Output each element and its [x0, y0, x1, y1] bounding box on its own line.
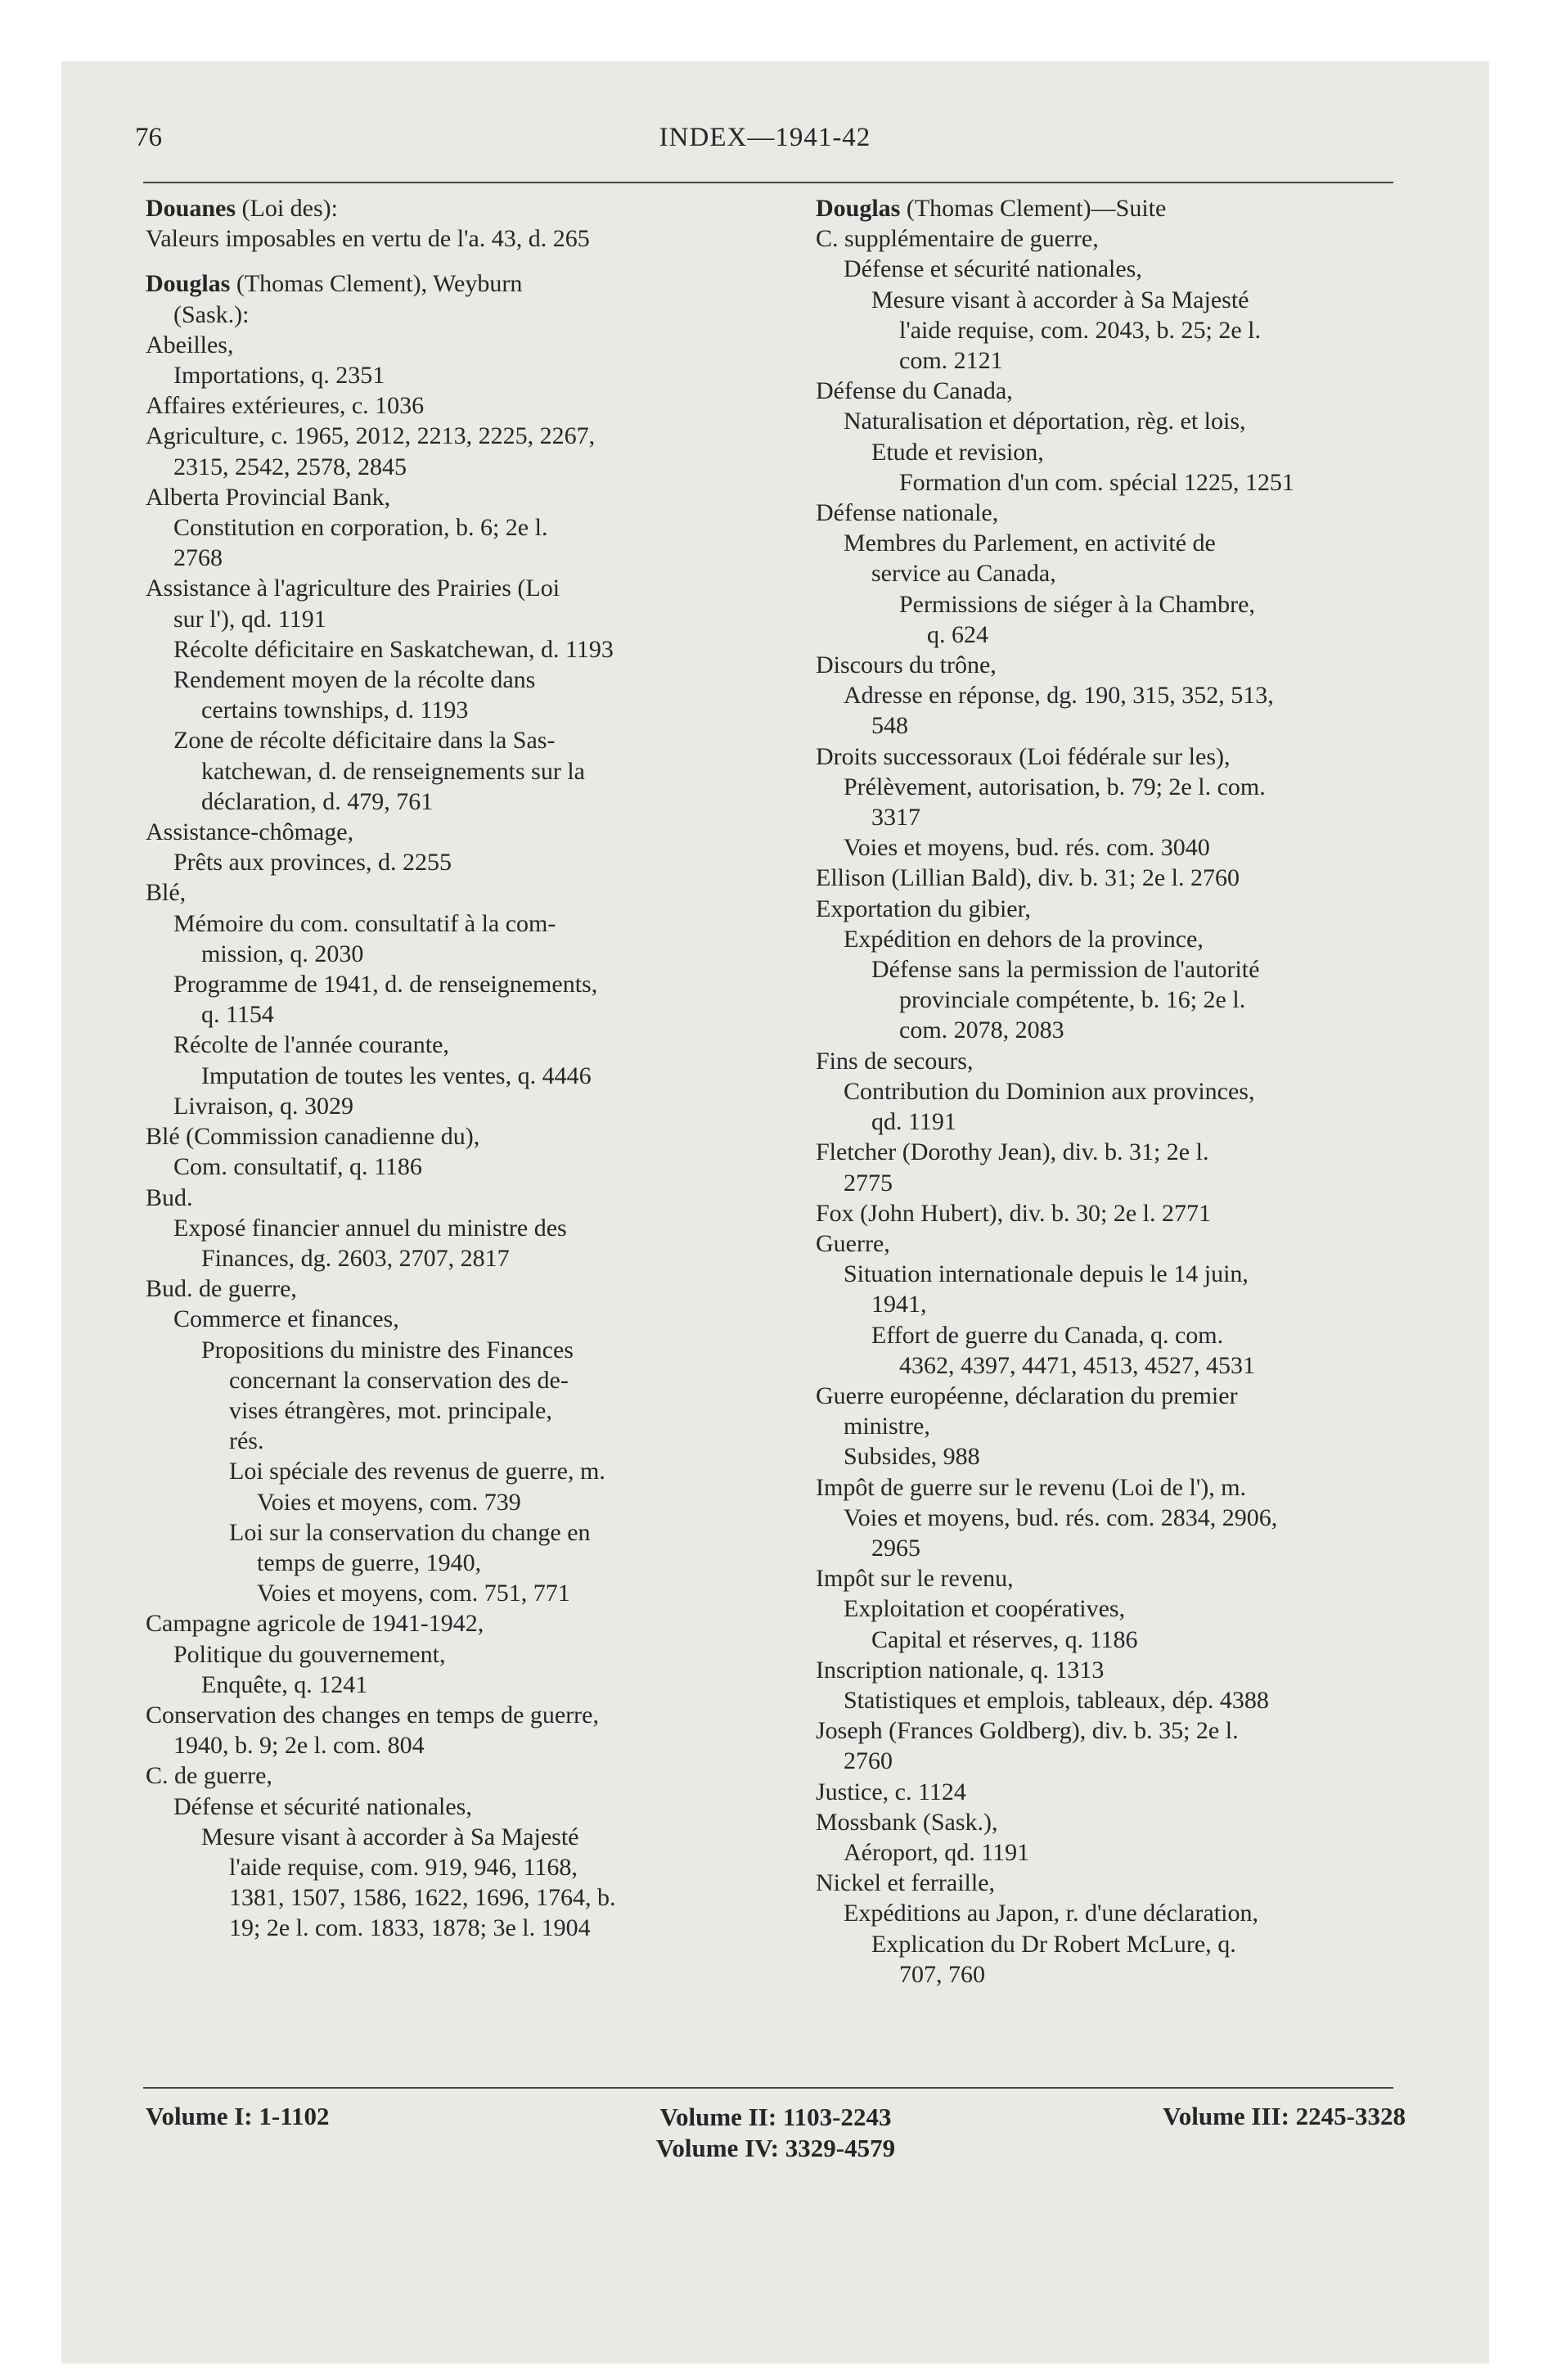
index-entry [816, 1503, 1405, 1533]
index-entry-text: Nickel et ferraille, [816, 1869, 996, 1897]
index-entry [816, 1076, 1405, 1107]
index-entry-text: Explication du Dr Robert McLure, q. [871, 1930, 1236, 1958]
index-entry-text: katchewan, d. de renseignements sur la [201, 757, 585, 785]
index-entry-text: Exploitation et coopératives, [844, 1595, 1126, 1623]
index-entry [816, 1715, 1405, 1746]
index-entry [146, 512, 755, 543]
index-entry-text: 2965 [871, 1534, 920, 1562]
index-entry [816, 650, 1405, 680]
index-entry [816, 802, 1405, 832]
index-entry-text: Récolte de l'année courante, [173, 1031, 449, 1059]
index-entry-text: (Thomas Clement), Weyburn [230, 270, 523, 298]
index-entry-text: 2760 [844, 1747, 893, 1775]
index-entry [146, 1913, 755, 1943]
index-entry-text: Blé (Commission canadienne du), [146, 1123, 480, 1151]
index-entry [146, 1639, 755, 1670]
index-entry [816, 437, 1405, 467]
index-entry [816, 1929, 1405, 1959]
index-entry [146, 1365, 755, 1395]
index-entry-text: Campagne agricole de 1941-1942, [146, 1610, 484, 1638]
index-entry-text: Droits successoraux (Loi fédérale sur les), [816, 742, 1231, 770]
index-entry [816, 1685, 1405, 1715]
index-entry [146, 390, 755, 421]
index-entry-text: 707, 760 [899, 1960, 985, 1988]
index-entry-text: Membres du Parlement, en activité de [844, 530, 1216, 557]
index-entry [146, 999, 755, 1030]
index-entry-text: qd. 1191 [871, 1108, 956, 1136]
index-entry-text: Défense sans la permission de l'autorité [871, 956, 1260, 984]
index-entry [816, 1289, 1405, 1319]
index-entry [146, 1700, 755, 1730]
index-entry-text: Exportation du gibier, [816, 895, 1031, 922]
index-entry-heading: Douanes [146, 195, 236, 222]
volume-3-range: Volume III: 2245-3328 [1163, 2102, 1406, 2130]
index-entry-text: Rendement moyen de la récolte dans [173, 666, 536, 694]
index-entry-heading: Douglas [146, 270, 231, 298]
index-entry-text: Loi spéciale des revenus de guerre, m. [229, 1458, 605, 1485]
index-entry-text: Agriculture, c. 1965, 2012, 2213, 2225, 2267, [146, 422, 596, 450]
index-entry [816, 345, 1405, 376]
index-entry-text: Mossbank (Sask.), [816, 1808, 998, 1836]
index-entry [816, 1137, 1405, 1167]
index-entry-text: Récolte déficitaire en Saskatchewan, d. 1193 [173, 635, 614, 663]
index-entry [146, 1395, 755, 1426]
volume-2-range: Volume II: 1103-2243 [659, 2103, 892, 2131]
index-entry-text: Programme de 1941, d. de renseignements, [173, 971, 598, 998]
index-entry [146, 300, 755, 330]
index-entry-text: Contribution du Dominion aux provinces, [844, 1077, 1255, 1105]
index-entry [146, 1760, 755, 1791]
index-entry [146, 1608, 755, 1639]
index-entry [816, 1441, 1405, 1472]
index-entry [146, 634, 755, 665]
index-entry-text: Capital et réserves, q. 1186 [871, 1625, 1138, 1653]
index-entry [816, 193, 1405, 223]
index-entry-text: (Loi des): [236, 195, 338, 222]
index-entry [816, 1868, 1405, 1898]
index-entry [816, 620, 1405, 650]
index-entry-text: Commerce et finances, [173, 1305, 399, 1333]
index-entry-text: Défense et sécurité nationales, [173, 1792, 472, 1820]
index-entry-text: Etude et revision, [871, 438, 1044, 466]
index-entry [816, 680, 1405, 710]
index-entry [146, 1730, 755, 1760]
index-entry [146, 1792, 755, 1822]
index-entry [816, 1381, 1405, 1411]
index-entry-text: Assistance-chômage, [146, 818, 354, 846]
index-entry-text: Prélèvement, autorisation, b. 79; 2e l. com. [844, 773, 1266, 800]
index-entry-text: provinciale compétente, b. 16; 2e l. [899, 986, 1246, 1014]
index-entry [816, 1472, 1405, 1503]
index-entry-text: com. 2078, 2083 [899, 1016, 1064, 1044]
index-entry [146, 1517, 755, 1548]
index-entry-text: Livraison, q. 3029 [173, 1092, 353, 1120]
index-entry [816, 1837, 1405, 1868]
index-entry [146, 1273, 755, 1304]
index-entry [816, 1655, 1405, 1685]
index-entry-text: Constitution en corporation, b. 6; 2e l. [173, 514, 548, 542]
index-entry-text: Guerre, [816, 1229, 890, 1257]
index-entry [816, 1015, 1405, 1045]
index-entry-text: Défense et sécurité nationales, [844, 255, 1142, 283]
index-entry-text: temps de guerre, 1940, [257, 1548, 482, 1576]
index-entry [146, 1304, 755, 1334]
volume-1-range: Volume I: 1-1102 [146, 2102, 330, 2130]
index-entry-text: vises étrangères, mot. principale, [229, 1396, 552, 1424]
index-entry-text: Propositions du ministre des Finances [201, 1336, 574, 1364]
index-entry-text: 4362, 4397, 4471, 4513, 4527, 4531 [899, 1351, 1255, 1379]
index-entry-heading: Douglas [816, 195, 901, 222]
index-entry [146, 939, 755, 969]
index-entry-text: C. supplémentaire de guerre, [816, 225, 1099, 253]
index-entry-text: Formation d'un com. spécial 1225, 1251 [899, 468, 1294, 496]
index-entry-text: Prêts aux provinces, d. 2255 [173, 849, 452, 877]
index-entry [146, 1426, 755, 1456]
index-entry-text: Situation internationale depuis le 14 juin, [844, 1260, 1249, 1288]
index-entry [816, 832, 1405, 863]
index-entry-text: Bud. [146, 1183, 193, 1211]
index-entry-text: Guerre européenne, déclaration du premier [816, 1382, 1238, 1409]
index-entry-text: ministre, [844, 1413, 930, 1440]
index-entry [816, 285, 1405, 315]
index-entry-text: l'aide requise, com. 2043, b. 25; 2e l. [899, 316, 1261, 344]
index-entry-text: certains townships, d. 1193 [201, 696, 469, 724]
index-entry-text: Discours du trône, [816, 651, 997, 679]
index-entry-text: Fins de secours, [816, 1047, 974, 1075]
index-entry [146, 1882, 755, 1913]
index-entry [816, 741, 1405, 772]
index-entry-text: Fletcher (Dorothy Jean), div. b. 31; 2e l. [816, 1138, 1209, 1166]
index-entry [816, 376, 1405, 406]
index-column-left [146, 193, 755, 1944]
index-entry-text: Subsides, 988 [844, 1443, 980, 1471]
index-entry [816, 223, 1405, 254]
index-entry [146, 1183, 755, 1213]
index-entry-text: Adresse en réponse, dg. 190, 315, 352, 513, [844, 682, 1274, 710]
index-entry-text: l'aide requise, com. 919, 946, 1168, [229, 1853, 578, 1881]
index-entry-text: 2768 [173, 544, 223, 572]
index-entry [146, 1061, 755, 1091]
index-entry [816, 1228, 1405, 1259]
index-entry-text: Mémoire du com. consultatif à la com- [173, 909, 556, 937]
index-entry-text: Expéditions au Japon, r. d'une déclaration, [844, 1900, 1258, 1927]
index-entry [816, 1320, 1405, 1350]
index-entry-text: Voies et moyens, bud. rés. com. 2834, 2906, [844, 1503, 1278, 1531]
index-entry [146, 482, 755, 512]
index-entry-text: Permissions de siéger à la Chambre, [899, 590, 1255, 618]
index-entry [146, 573, 755, 603]
index-entry-text: q. 624 [927, 620, 988, 648]
index-entry-text: Impôt sur le revenu, [816, 1565, 1014, 1593]
index-entry-text: Effort de guerre du Canada, q. com. [871, 1321, 1224, 1349]
index-entry-text: Ellison (Lillian Bald), div. b. 31; 2e l. 2760 [816, 864, 1240, 892]
index-entry [146, 1091, 755, 1121]
index-entry [146, 908, 755, 939]
index-entry-text: Assistance à l'agriculture des Prairies (Loi [146, 575, 560, 602]
index-entry-text: service au Canada, [871, 560, 1056, 588]
index-entry-text: Voies et moyens, com. 751, 771 [257, 1580, 570, 1607]
index-entry [816, 1777, 1405, 1807]
index-entry [146, 604, 755, 634]
index-entry-text: Finances, dg. 2603, 2707, 2817 [201, 1244, 510, 1272]
index-entry [816, 589, 1405, 620]
index-entry-text: 548 [871, 712, 908, 740]
index-entry [816, 1533, 1405, 1563]
index-entry [816, 1625, 1405, 1655]
index-entry [816, 863, 1405, 893]
index-entry [146, 1152, 755, 1182]
index-entry [146, 360, 755, 390]
index-entry [816, 1107, 1405, 1137]
index-entry [146, 193, 755, 223]
index-entry [816, 924, 1405, 954]
index-entry-text: 3317 [871, 804, 920, 832]
index-entry-text: Justice, c. 1124 [816, 1778, 966, 1805]
index-entry-text: Valeurs imposables en vertu de l'a. 43, d. 265 [146, 225, 590, 253]
index-entry-text: Joseph (Frances Goldberg), div. b. 35; 2e l. [816, 1717, 1239, 1745]
index-entry-text: Voies et moyens, com. 739 [257, 1488, 521, 1516]
index-entry [146, 1852, 755, 1882]
index-entry [816, 1746, 1405, 1776]
index-entry-text: 2775 [844, 1169, 893, 1197]
index-entry [146, 1213, 755, 1243]
index-entry-text: Enquête, q. 1241 [201, 1670, 368, 1698]
index-entry [146, 1548, 755, 1578]
index-entry [146, 969, 755, 999]
index-entry-text: Mesure visant à accorder à Sa Majesté [871, 286, 1249, 313]
index-entry-text: Aéroport, qd. 1191 [844, 1838, 1030, 1866]
index-entry-text: Abeilles, [146, 331, 234, 358]
volume-4-range: Volume IV: 3329-4579 [655, 2134, 896, 2162]
index-entry [146, 695, 755, 725]
index-entry [146, 725, 755, 755]
index-entry [816, 1563, 1405, 1593]
footer-rule [143, 2087, 1393, 2089]
index-entry [816, 558, 1405, 588]
index-entry-text: 19; 2e l. com. 1833, 1878; 3e l. 1904 [229, 1914, 591, 1942]
index-entry [146, 1335, 755, 1365]
index-entry-text: C. de guerre, [146, 1762, 272, 1790]
index-entry [146, 756, 755, 787]
index-entry [816, 1593, 1405, 1624]
index-entry-text: Fox (John Hubert), div. b. 30; 2e l. 2771 [816, 1199, 1212, 1227]
index-entry-text: Impôt de guerre sur le revenu (Loi de l'), m. [816, 1473, 1247, 1501]
index-entry-text: 2315, 2542, 2578, 2845 [173, 453, 407, 480]
index-entry [816, 1046, 1405, 1076]
index-entry [146, 330, 755, 360]
index-entry [816, 528, 1405, 558]
index-entry [146, 543, 755, 573]
index-entry-text: 1941, [871, 1291, 927, 1318]
index-entry [146, 1487, 755, 1517]
index-entry-text: Loi sur la conservation du change en [229, 1518, 591, 1546]
index-entry-text: Voies et moyens, bud. rés. com. 3040 [844, 834, 1210, 862]
index-entry-text: 1381, 1507, 1586, 1622, 1696, 1764, b. [229, 1884, 616, 1912]
index-entry [816, 1411, 1405, 1441]
index-entry [816, 254, 1405, 284]
index-entry [816, 954, 1405, 985]
page-title: INDEX—1941-42 [659, 123, 871, 152]
index-entry-text: Importations, q. 2351 [173, 362, 385, 390]
index-entry [816, 1959, 1405, 1990]
index-entry-text: Alberta Provincial Bank, [146, 483, 391, 511]
index-entry [816, 315, 1405, 345]
index-entry [146, 1822, 755, 1852]
index-entry-text: mission, q. 2030 [201, 940, 364, 967]
index-entry-text: Bud. de guerre, [146, 1275, 297, 1303]
index-entry-text: q. 1154 [201, 1001, 274, 1029]
index-entry [816, 985, 1405, 1015]
index-entry-text: Imputation de toutes les ventes, q. 4446 [201, 1062, 592, 1089]
index-entry [816, 1898, 1405, 1928]
index-entry-text: Blé, [146, 879, 187, 907]
index-entry [816, 1807, 1405, 1837]
index-entry-text: déclaration, d. 479, 761 [201, 787, 434, 815]
index-entry [146, 1578, 755, 1608]
index-entry [146, 1243, 755, 1273]
index-entry-text: Com. consultatif, q. 1186 [173, 1153, 422, 1181]
index-entry [146, 268, 755, 299]
index-entry-text: (Thomas Clement)—Suite [900, 195, 1167, 222]
index-entry-text: concernant la conservation des de- [229, 1366, 569, 1394]
index-entry [816, 1350, 1405, 1381]
index-entry-text: Conservation des changes en temps de guerre, [146, 1701, 599, 1729]
index-entry-text: Zone de récolte déficitaire dans la Sas- [173, 727, 556, 755]
index-entry [146, 452, 755, 482]
index-entry [816, 1168, 1405, 1198]
index-entry [816, 894, 1405, 924]
index-entry [146, 1121, 755, 1152]
index-entry [816, 1198, 1405, 1228]
index-entry [146, 421, 755, 451]
index-entry [146, 847, 755, 877]
index-entry-text: Exposé financier annuel du ministre des [173, 1214, 567, 1242]
index-entry [816, 710, 1405, 741]
index-entry [146, 1670, 755, 1700]
index-entry [146, 877, 755, 908]
index-entry [816, 406, 1405, 436]
index-entry-text: Inscription nationale, q. 1313 [816, 1656, 1105, 1684]
index-entry-text: sur l'), qd. 1191 [173, 605, 326, 633]
index-entry-text: (Sask.): [173, 300, 250, 328]
index-entry-text: Politique du gouvernement, [173, 1640, 446, 1668]
index-entry-text: Expédition en dehors de la province, [844, 925, 1204, 953]
volume-2-4-ranges [612, 2102, 939, 2164]
page-number: 76 [135, 123, 162, 152]
index-entry-text: Défense du Canada, [816, 377, 1013, 405]
index-entry-text: Défense nationale, [816, 499, 999, 527]
index-entry [816, 1259, 1405, 1289]
index-entry-text: 1940, b. 9; 2e l. com. 804 [173, 1732, 425, 1760]
index-entry [816, 467, 1405, 498]
index-entry-text: Affaires extérieures, c. 1036 [146, 392, 425, 420]
index-entry [146, 787, 755, 817]
index-entry-text: Mesure visant à accorder à Sa Majesté [201, 1823, 579, 1850]
index-entry [146, 665, 755, 695]
index-entry [146, 223, 755, 254]
index-entry-text: Naturalisation et déportation, règ. et lois, [844, 408, 1246, 435]
index-entry [816, 772, 1405, 802]
index-entry-text: com. 2121 [899, 347, 1003, 375]
index-entry [146, 817, 755, 847]
index-entry [816, 498, 1405, 528]
page-header [135, 123, 1395, 164]
header-rule [143, 182, 1393, 183]
index-entry [146, 1030, 755, 1060]
index-column-right [816, 193, 1405, 1990]
index-entry-text: rés. [229, 1427, 264, 1455]
index-entry-text: Statistiques et emplois, tableaux, dép. 4388 [844, 1686, 1269, 1714]
index-entry [146, 1456, 755, 1486]
